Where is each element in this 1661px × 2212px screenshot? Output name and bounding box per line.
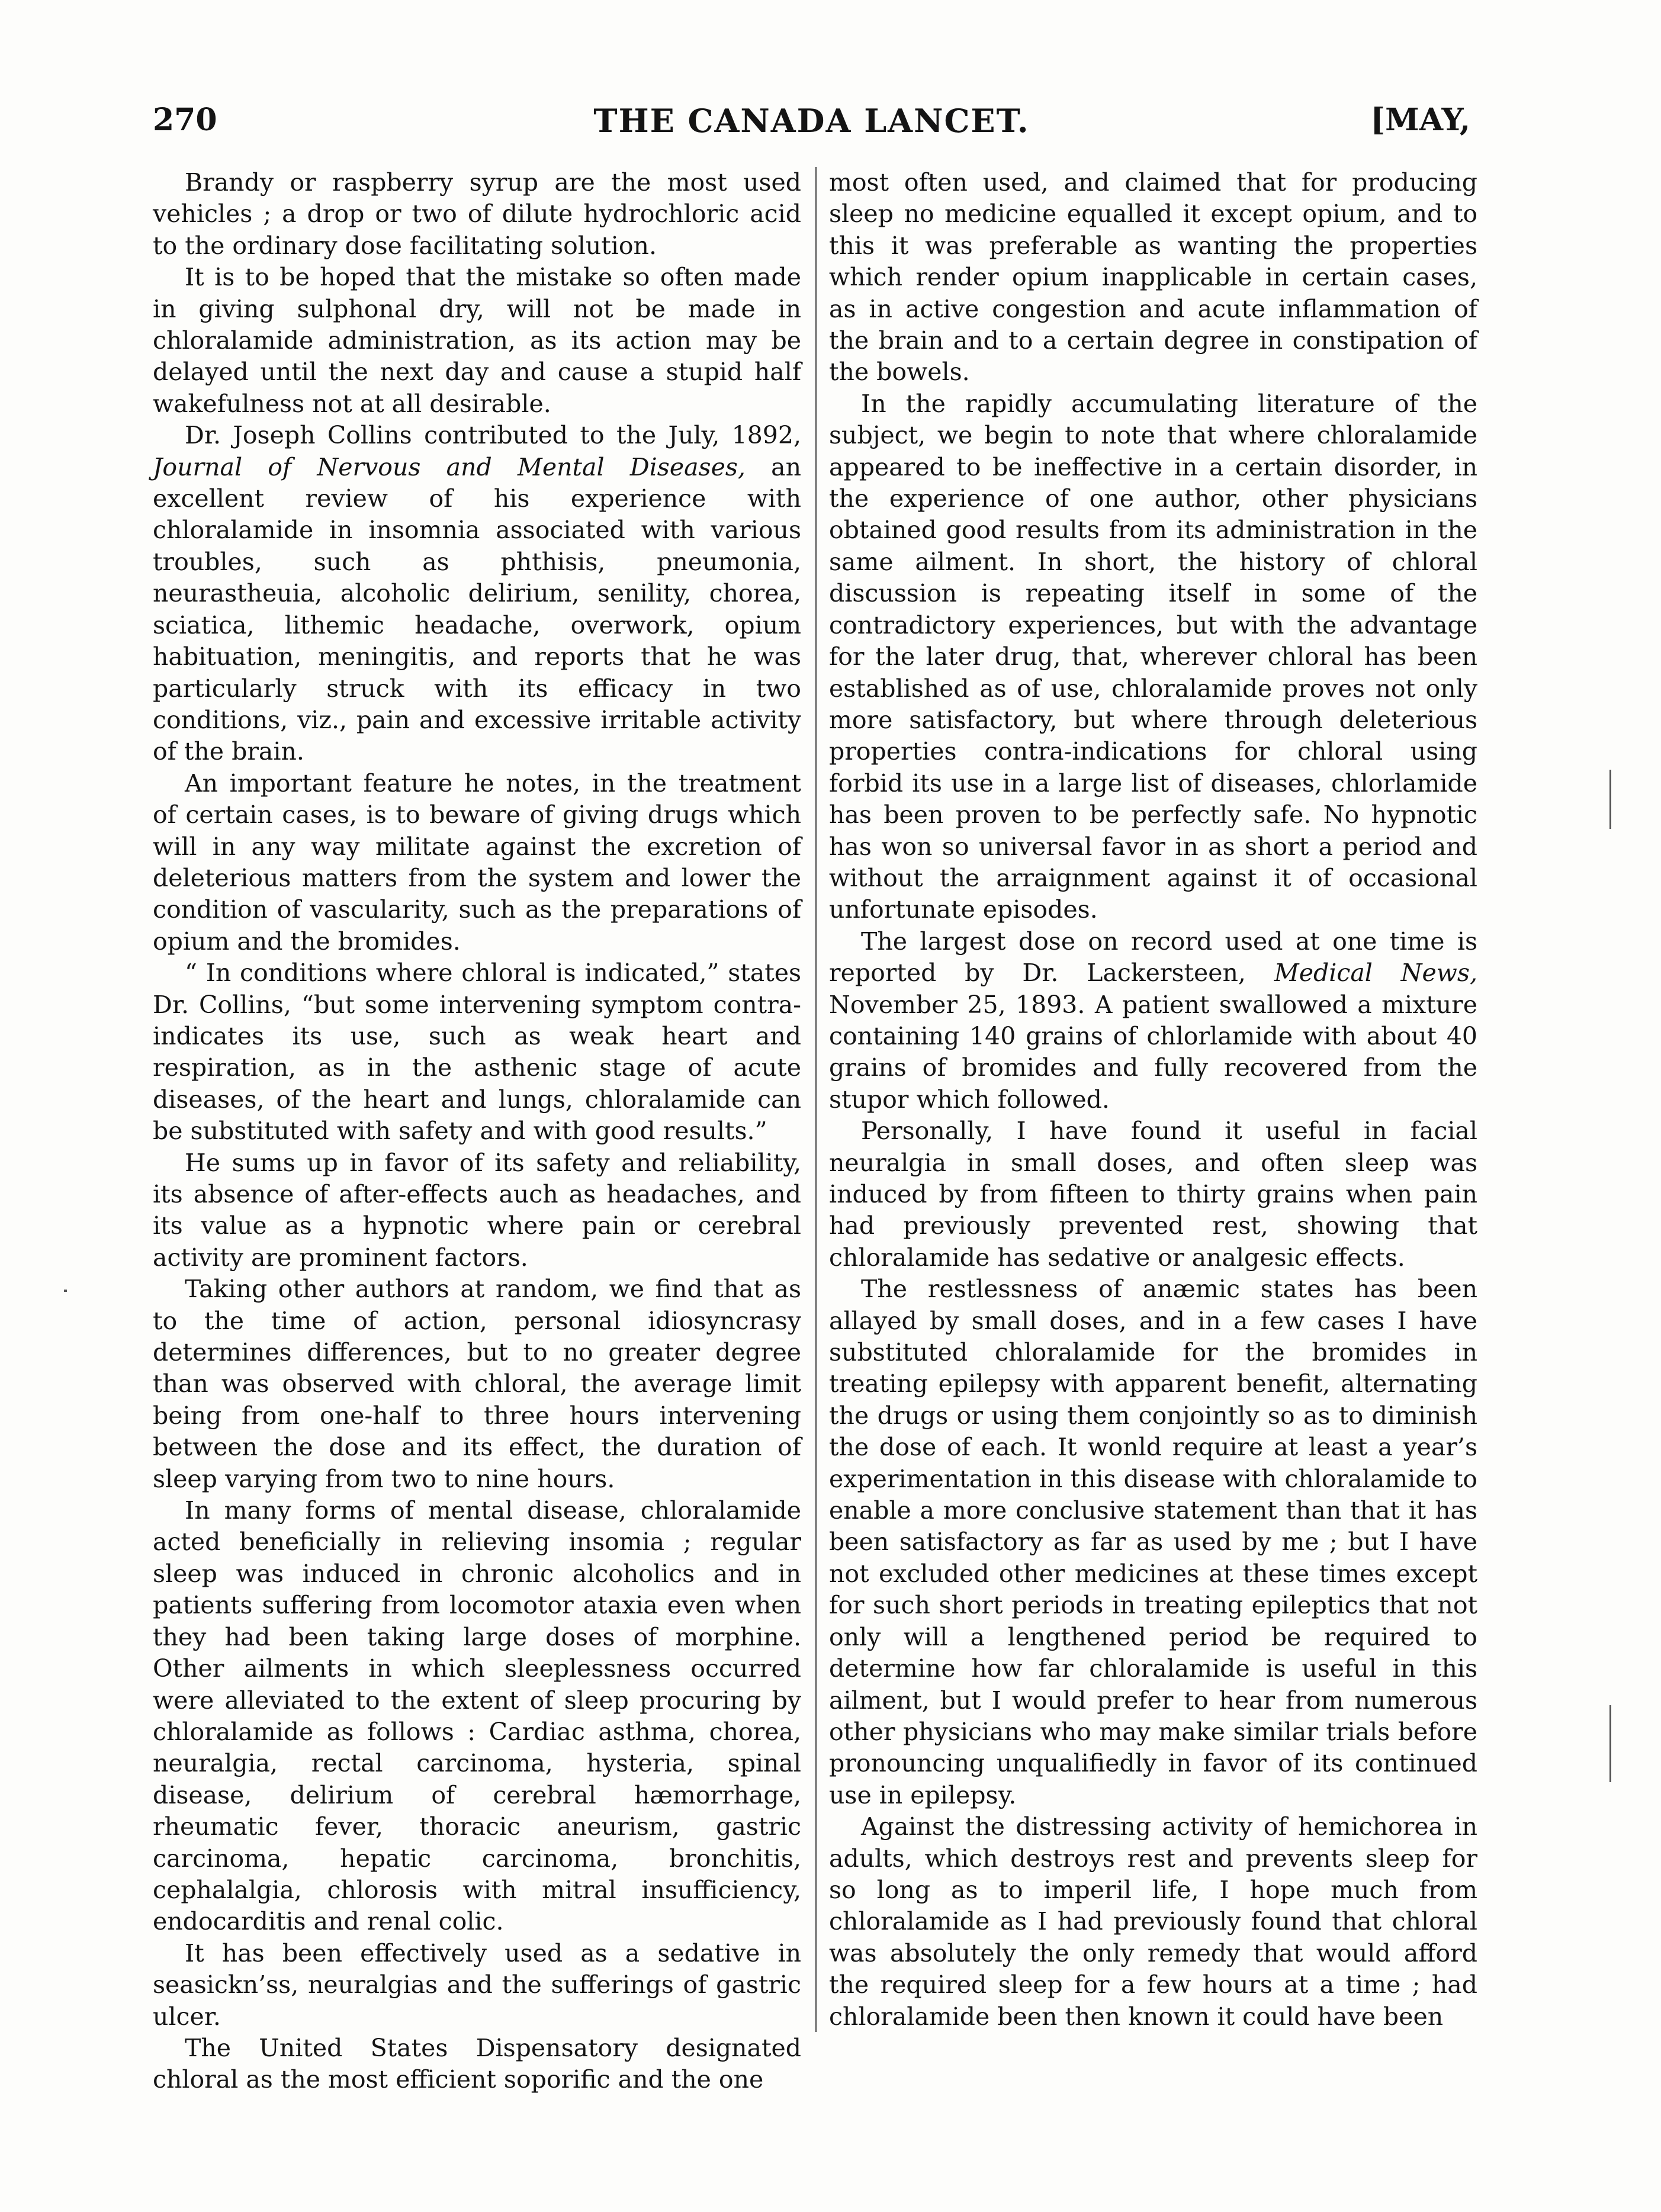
paragraph: He sums up in favor of its safety and reliability, its absence of after-effects auch as headaches, and its value as a hypnotic where pain or cerebral activity are prominent factors. <box>153 1148 801 1272</box>
issue-month: [MAY, <box>1370 102 1470 138</box>
paragraph: In many forms of mental disease, chloralamide acted beneficially in relieving insomia ; regular sleep was induced in chronic alcoholics and in patients suffering from locomotor ataxia even when they had been taking large doses of morphine. Other ailments in which sleeplessness occurred were alleviated to the extent of sleep procuring by chloralamide as follows : Cardiac asthma, chorea, neuralgia, rectal carcinoma, hysteria, spinal disease, delirium of cerebral hæmorrhage, rheumatic fever, thoracic aneurism, gastric carcinoma, hepatic carcinoma, bronchitis, cephalalgia, chlorosis with mitral insufficiency, endocarditis and renal colic. <box>153 1496 801 1936</box>
paragraph: In the rapidly accumulating literature of the subject, we begin to note that where chloralamide appeared to be ineffective in a certain disorder, in the experience of one author, other physicians obtained good results from its administration in the same ailment. In short, the history of chloral discussion is repeating itself in some of the contradictory experiences, but with the advantage for the later drug, that, wherever chloral has been established as of use, chloralamide proves not only more satisfactory, but where through deleterious properties contra-indications for chloral using forbid its use in a large list of diseases, chlorlamide has been proven to be perfectly safe. No hypnotic has won so universal favor in as short a period and without the arraignment against it of occasional unfortunate episodes. <box>829 389 1477 924</box>
paragraph: “ In conditions where chloral is indicated,” states Dr. Collins, “but some intervening symptom contra-indicates its use, such as weak heart and respiration, as in the asthenic stage of acute diseases, of the heart and lungs, chloralamide can be substituted with safety and with good results.” <box>153 959 801 1146</box>
right-column <box>829 167 1477 2032</box>
paragraph: Personally, I have found it useful in facial neuralgia in small doses, and often sleep was induced by from fifteen to thirty grains when pain had previously prevented rest, showing that chloralamide has sedative or analgesic effects. <box>829 1117 1477 1272</box>
paragraph: It has been effectively used as a sedative in seasickn’ss, neuralgias and the sufferings of gastric ulcer. <box>153 1938 801 2031</box>
paragraph: Brandy or raspberry syrup are the most used vehicles ; a drop or two of dilute hydrochloric acid to the ordinary dose facilitating solution. <box>153 168 801 260</box>
journal-title: Journal of Nervous and Mental Diseases, <box>153 452 746 481</box>
paragraph: The restlessness of anæmic states has been allayed by small doses, and in a few cases I have substituted chloralamide for the bromides in treating epilepsy with apparent benefit, alternating the drugs or using them conjointly so as to diminish the dose of each. It wonld require at least a year’s experimentation in this disease with chloralamide to enable a more conclusive statement than that it has been satisfactory as far as used by me ; but I have not excluded other medicines at these times except for such short periods in treating epileptics that not only will a lengthened period be required to determine how far chloralamide is useful in this ailment, but I would prefer to hear from numerous other physicians who may make similar trials before pronouncing unqualifiedly in favor of its continued use in epilepsy. <box>829 1275 1477 1809</box>
paragraph-text: The largest dose on record used at one time is reported by Dr. Lackersteen, <box>829 927 1477 988</box>
page-header <box>153 102 1470 149</box>
paragraph-text: Dr. Joseph Collins contributed to the July, 1892, <box>185 421 801 450</box>
margin-mark <box>64 1290 67 1292</box>
page-number: 270 <box>153 102 217 138</box>
paragraph: The United States Dispensatory designated chloral as the most efficient soporific and the one <box>153 2033 801 2094</box>
journal-title: Medical News, <box>1274 959 1477 988</box>
paragraph <box>153 420 801 767</box>
margin-mark <box>1609 1705 1611 1782</box>
paragraph <box>829 926 1477 1115</box>
paragraph: An important feature he notes, in the treatment of certain cases, is to beware of giving drugs which will in any way militate against the excretion of deleterious matters from the system and lower the condition of vascularity, such as the preparations of opium and the bromides. <box>153 769 801 956</box>
paragraph: most often used, and claimed that for producing sleep no medicine equalled it except opium, and to this it was preferable as wanting the properties which render opium inapplicable in certain cases, as in active congestion and acute inflammation of the brain and to a certain degree in constipation of the bowels. <box>829 168 1477 387</box>
paragraph-text: November 25, 1893. A patient swallowed a mixture containing 140 grains of chlorlamide with about 40 grains of bromides and fully recovered from the stupor which followed. <box>829 990 1477 1114</box>
paragraph: Taking other authors at random, we find that as to the time of action, personal idiosyncrasy determines differences, but to no greater degree than was observed with chloral, the average limit being from one-half to three hours intervening between the dose and its effect, the duration of sleep varying from two to nine hours. <box>153 1275 801 1493</box>
margin-mark <box>1609 770 1611 829</box>
paragraph-text: an excellent review of his experience with chloralamide in insomnia associated with various troubles, such as phthisis, pneumonia, neurastheuia, alcoholic delirium, senility, chorea, sciatica, lithemic headache, overwork, opium habituation, meningitis, and reports that he was particularly struck with its efficacy in two conditions, viz., pain and excessive irritable activity of the brain. <box>153 452 801 766</box>
left-column <box>153 167 801 2094</box>
paragraph: Against the distressing activity of hemichorea in adults, which destroys rest and prevents sleep for so long as to imperil life, I hope much from chloralamide as I had previously found that chloral was absolutely the only remedy that would afford the required sleep for a few hours at a time ; had chloralamide been then known it could have been <box>829 1812 1477 2031</box>
running-title: THE CANADA LANCET. <box>593 102 1030 140</box>
column-divider <box>815 167 817 2032</box>
paragraph: It is to be hoped that the mistake so often made in giving sulphonal dry, will not be made in chloralamide administration, as its action may be delayed until the next day and cause a stupid half wakefulness not at all desirable. <box>153 263 801 418</box>
